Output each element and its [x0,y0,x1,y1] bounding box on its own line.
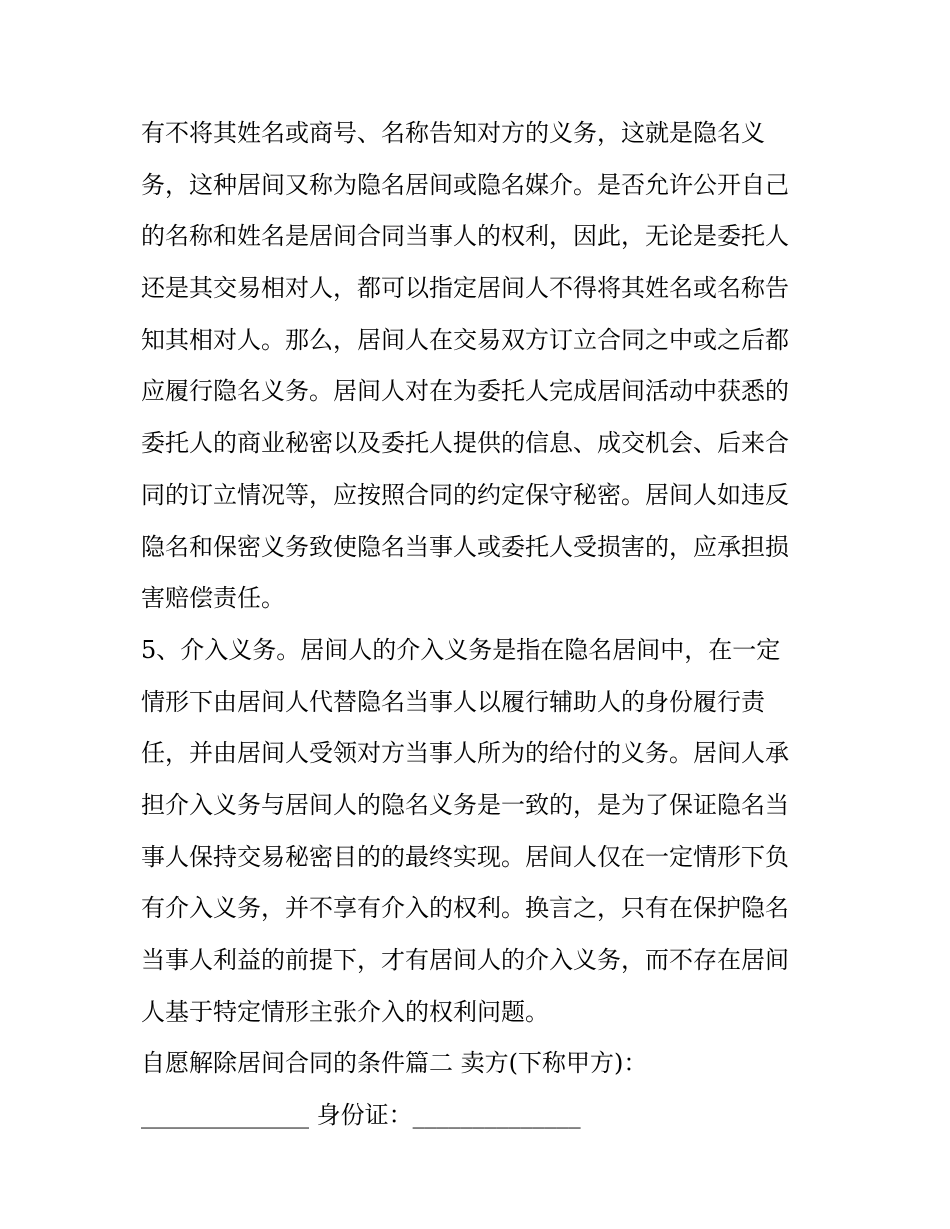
text-line: 担介入义务与居间人的隐名义务是一致的，是为了保证隐名当 [141,790,789,819]
text-line: 有不将其姓名或商号、名称告知对方的义务，这就是隐名义 [141,119,765,147]
text-line: 情形下由居间人代替隐名当事人以履行辅助人的身份履行责 [141,687,765,716]
document-body [141,108,821,1142]
text-line: 5、介入义务。居间人的介入义务是指在隐名居间中，在一定 [141,635,781,664]
text-line: 知其相对人。那么，居间人在交易双方订立合同之中或之后都 [141,325,789,354]
text-line: 害赔偿责任。 [141,584,285,613]
text-line: 委托人的商业秘密以及委托人提供的信息、成交机会、后来合 [141,429,789,458]
text-line: 同的订立情况等，应按照合同的约定保守秘密。居间人如违反 [141,480,789,509]
text-line: 当事人利益的前提下，才有居间人的介入义务，而不存在居间 [141,946,789,974]
text-line: 还是其交易相对人，都可以指定居间人不得将其姓名或名称告 [141,274,789,303]
text-line: 务，这种居间又称为隐名居间或隐名媒介。是否允许公开自己 [141,170,789,199]
text-line: 隐名和保密义务致使隐名当事人或委托人受损害的，应承担损 [141,532,789,561]
section-heading-line: 自愿解除居间合同的条件篇二 卖方(下称甲方)： [141,1049,648,1078]
text-line: 应履行隐名义务。居间人对在为委托人完成居间活动中获悉的 [141,377,789,406]
text-line: 的名称和姓名是居间合同当事人的权利，因此，无论是委托人 [141,222,789,251]
id-card-fill-line: ______________ 身份证：______________ [141,1101,581,1130]
text-line: 任，并由居间人受领对方当事人所为的给付的义务。居间人承 [141,739,789,768]
text-line: 有介入义务，并不享有介入的权利。换言之，只有在保护隐名 [141,894,789,923]
text-line: 人基于特定情形主张介入的权利问题。 [141,997,549,1026]
text-line: 事人保持交易秘密目的的最终实现。居间人仅在一定情形下负 [141,842,789,871]
